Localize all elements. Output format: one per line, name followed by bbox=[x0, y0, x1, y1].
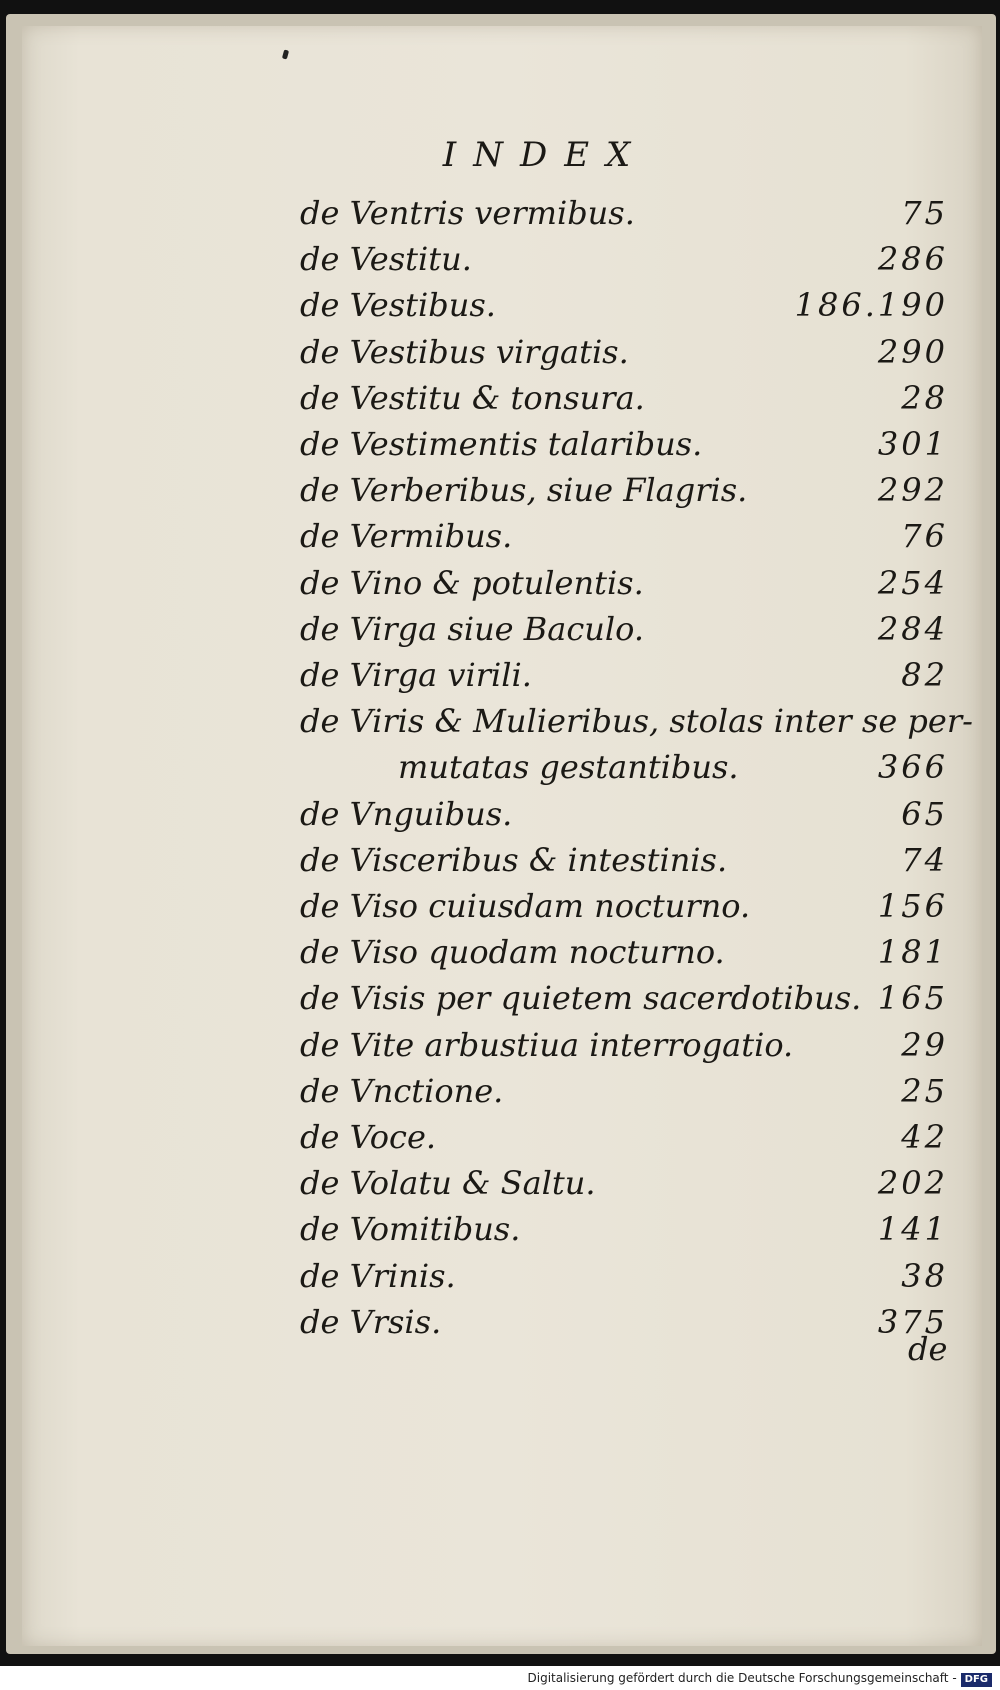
index-term: de Voce. bbox=[300, 1118, 437, 1156]
index-page-number: 301 bbox=[877, 425, 948, 463]
index-entry bbox=[300, 1160, 948, 1206]
index-term: de Vino & potulentis. bbox=[300, 563, 644, 602]
index-entry bbox=[300, 929, 948, 975]
page-header: INDEX bbox=[442, 135, 648, 175]
index-term: de Vrinis. bbox=[300, 1256, 456, 1295]
index-entry bbox=[300, 1253, 948, 1299]
index-term: de Vestimentis talaribus. bbox=[300, 425, 703, 463]
index-entry bbox=[300, 282, 948, 328]
index-term: de Vnctione. bbox=[300, 1071, 504, 1110]
index-page-number: 284 bbox=[877, 609, 948, 648]
index-term: de Vnguibus. bbox=[300, 794, 513, 833]
index-term: de Vrsis. bbox=[300, 1302, 442, 1341]
index-term: de Vestitu. bbox=[300, 240, 472, 279]
index-term: de Visceribus & intestinis. bbox=[300, 840, 728, 879]
index-entry bbox=[300, 1114, 948, 1160]
index-term: de Vestibus virgatis. bbox=[300, 332, 629, 371]
index-page-number: 254 bbox=[877, 563, 948, 602]
index-page-number: 65 bbox=[901, 794, 948, 833]
index-entry bbox=[300, 513, 948, 559]
index-page-number: 292 bbox=[877, 471, 948, 510]
index-entry bbox=[300, 837, 948, 883]
index-page-number: 286 bbox=[877, 240, 948, 279]
index-entry bbox=[300, 606, 948, 652]
index-entry bbox=[300, 975, 948, 1021]
index-page-number: 38 bbox=[901, 1256, 948, 1295]
index-page-number: 28 bbox=[901, 378, 948, 417]
index-page-number: 290 bbox=[877, 332, 948, 371]
index-term: de Virga siue Baculo. bbox=[300, 609, 645, 648]
index-entry bbox=[300, 467, 948, 513]
index-entry bbox=[300, 375, 948, 421]
index-entry bbox=[300, 1022, 948, 1068]
index-entry bbox=[300, 883, 948, 929]
index-entry bbox=[300, 560, 948, 606]
index-term: de Volatu & Saltu. bbox=[300, 1164, 596, 1203]
index-term: de Ventris vermibus. bbox=[300, 194, 635, 232]
index-page-number: 366 bbox=[877, 748, 948, 787]
index-entry bbox=[300, 744, 948, 790]
index-entry bbox=[300, 421, 948, 467]
index-page-number: 202 bbox=[877, 1164, 948, 1203]
index-page-number: 42 bbox=[901, 1118, 948, 1156]
index-entry bbox=[300, 236, 948, 282]
index-entry bbox=[300, 190, 948, 236]
index-term: de Vite arbustiua interrogatio. bbox=[300, 1025, 794, 1064]
index-term: de Vermibus. bbox=[300, 517, 513, 556]
index-page-number: 141 bbox=[877, 1210, 948, 1249]
index-page-number: 82 bbox=[901, 656, 948, 694]
index-entry bbox=[300, 1206, 948, 1252]
index-entry bbox=[300, 791, 948, 837]
index-page-number: 75 bbox=[901, 194, 948, 232]
footer-credit bbox=[0, 1666, 1000, 1690]
index-term: de Virga virili. bbox=[300, 656, 532, 694]
index-entry bbox=[300, 1299, 948, 1345]
index-page-number: 76 bbox=[901, 517, 948, 556]
index-entry bbox=[300, 698, 973, 744]
index-page-number: 74 bbox=[901, 840, 948, 879]
index-term: de Vestitu & tonsura. bbox=[300, 378, 645, 417]
dfg-logo: DFG bbox=[961, 1673, 992, 1687]
index-term: de Vestibus. bbox=[300, 286, 496, 325]
index-page-number: 156 bbox=[877, 887, 948, 925]
index-page-number: 165 bbox=[877, 979, 948, 1018]
index-page-number: 25 bbox=[901, 1071, 948, 1110]
footer-text: Digitalisierung gefördert durch die Deutsche Forschungsgemeinschaft - bbox=[527, 1671, 957, 1685]
index-term: de Viris & Mulieribus, stolas inter se per- bbox=[300, 702, 973, 741]
index-term: de Visis per quietem sacerdotibus. bbox=[300, 979, 862, 1018]
index-page-number: 181 bbox=[877, 933, 948, 972]
index-entry bbox=[300, 652, 948, 698]
index-term: de Verberibus, siue Flagris. bbox=[300, 471, 748, 510]
index-page-number: 375 bbox=[877, 1302, 948, 1341]
index-page-number: 186.190 bbox=[794, 286, 948, 325]
index-entry bbox=[300, 1068, 948, 1114]
index-entry bbox=[300, 329, 948, 375]
index-term: de Viso cuiusdam nocturno. bbox=[300, 887, 751, 925]
index-page-number: 29 bbox=[901, 1025, 948, 1064]
index-term: mutatas gestantibus. bbox=[398, 748, 739, 787]
index-term: de Vomitibus. bbox=[300, 1210, 521, 1249]
index-term: de Viso quodam nocturno. bbox=[300, 933, 725, 972]
catchword: de bbox=[908, 1330, 948, 1368]
